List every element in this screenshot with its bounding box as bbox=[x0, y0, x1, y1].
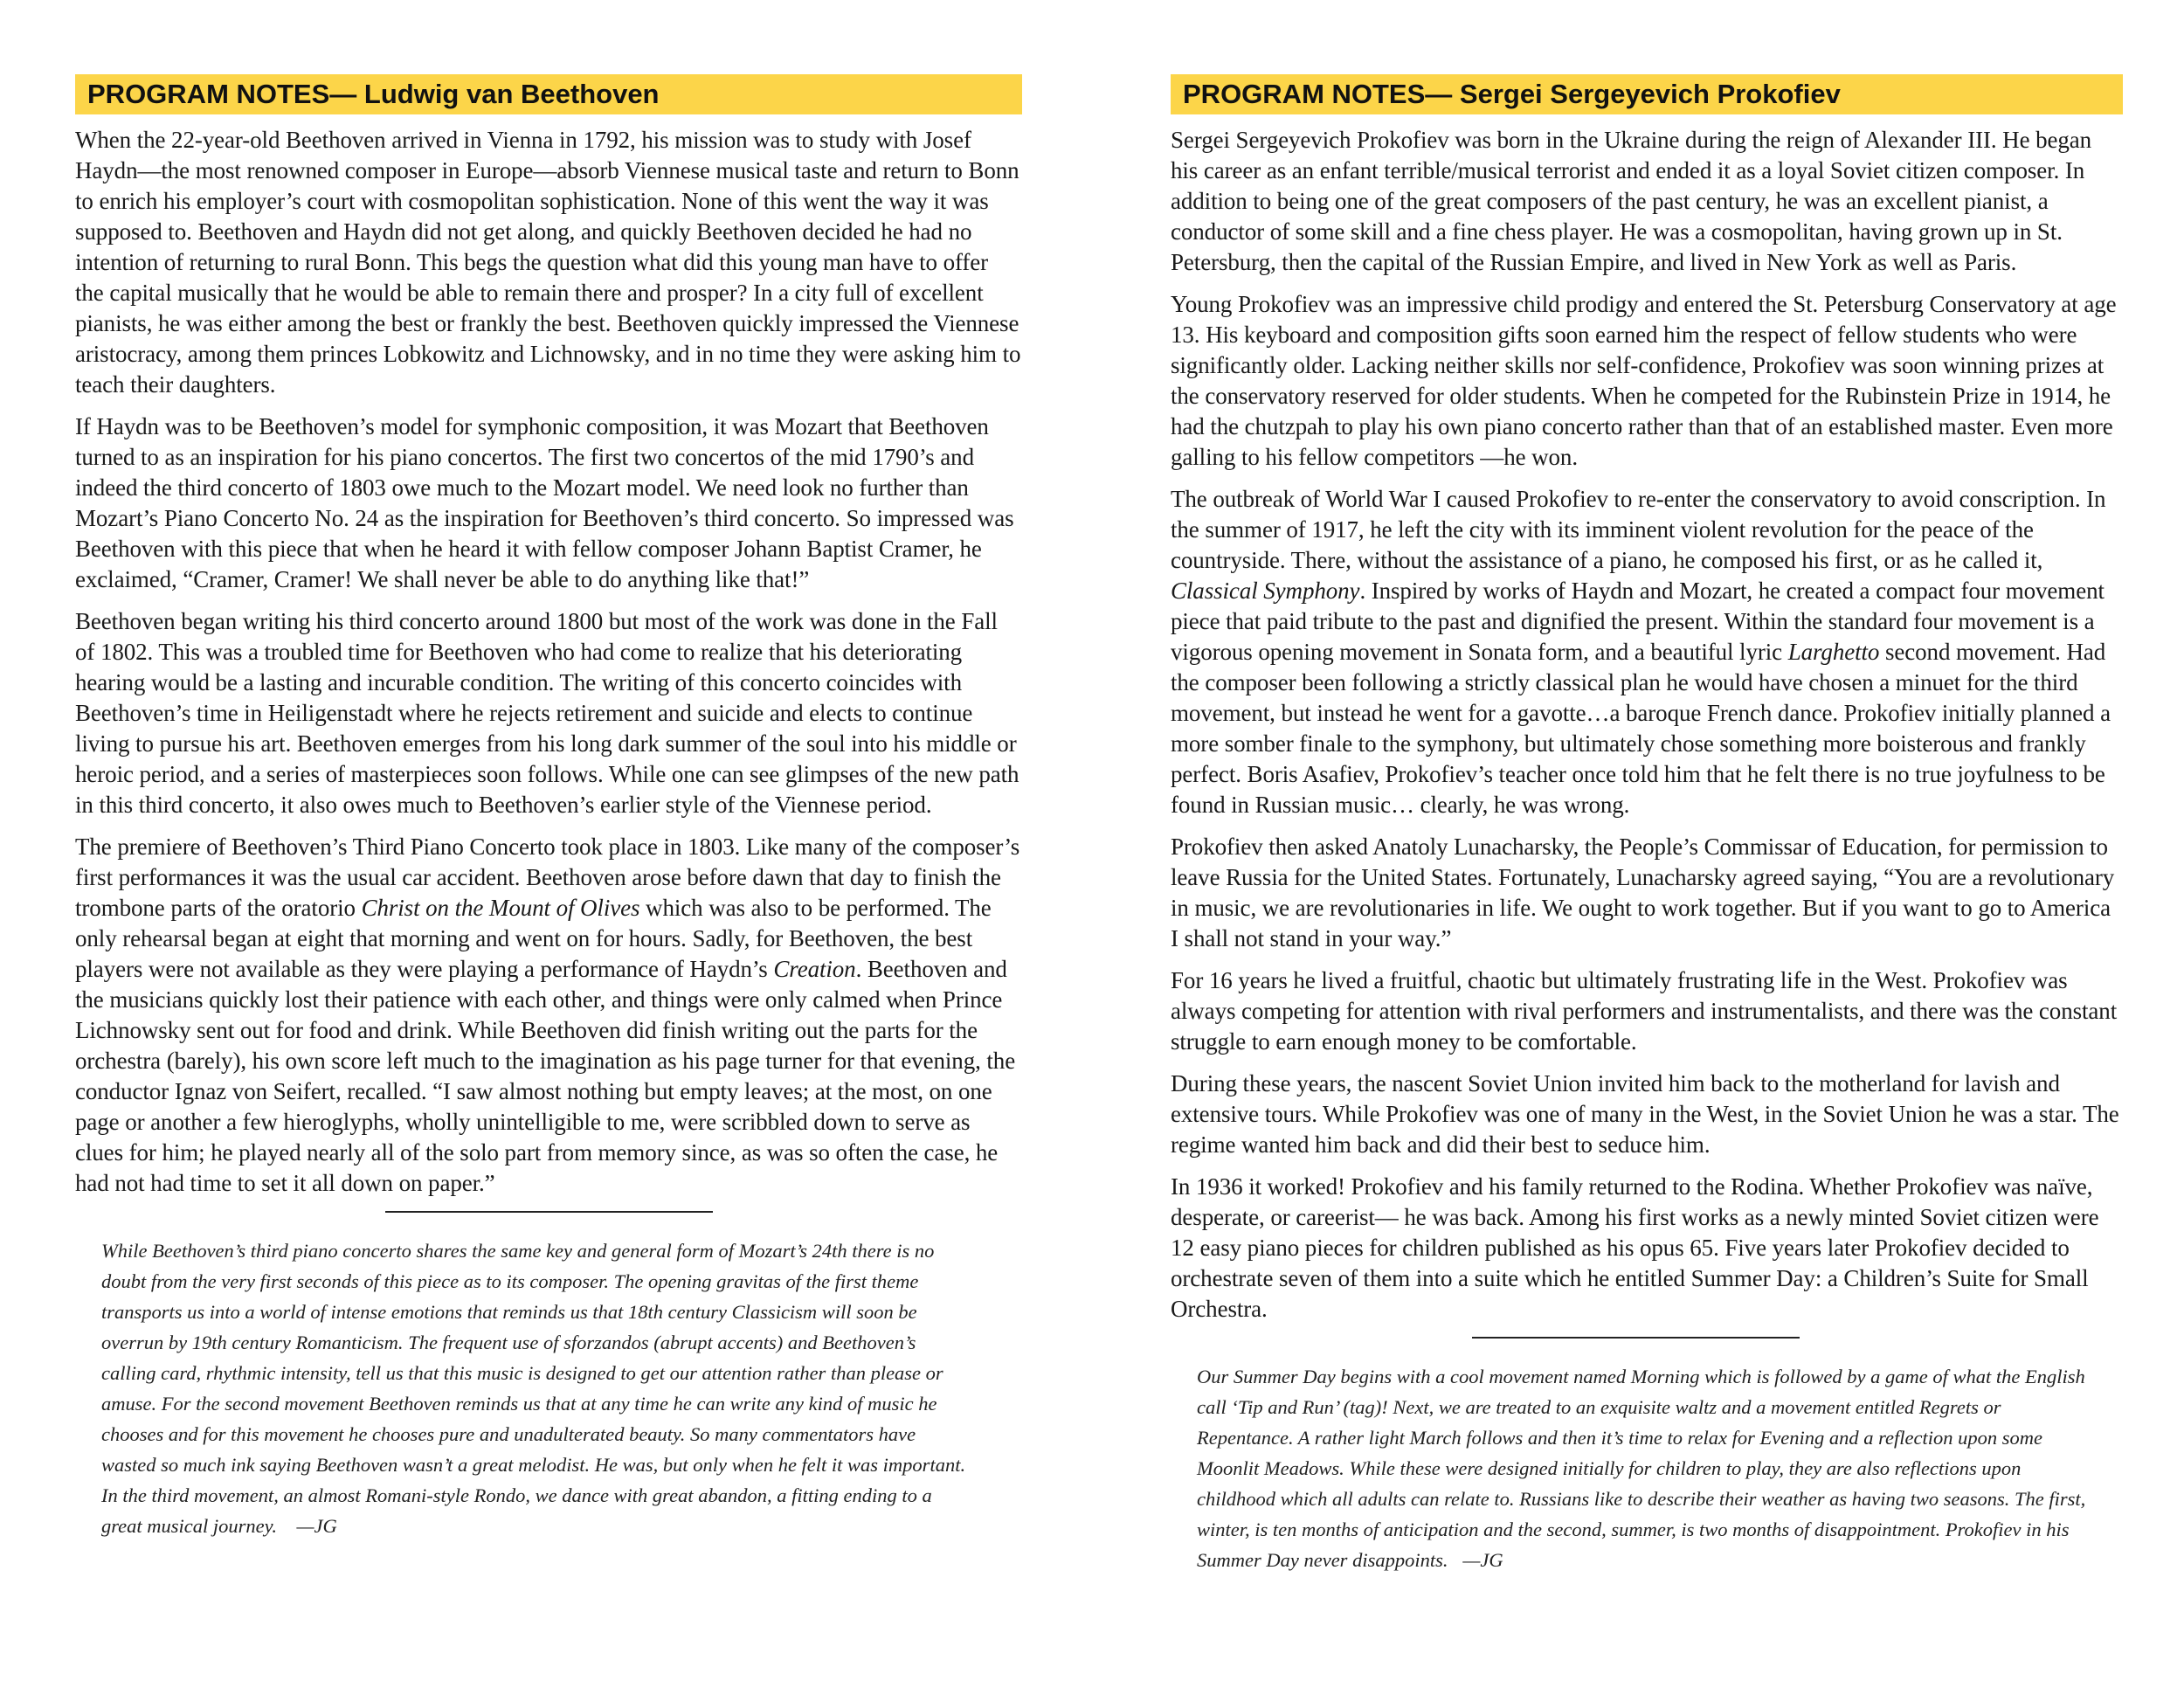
beethoven-column bbox=[75, 74, 1022, 1541]
beethoven-paragraph-3: Beethoven began writing his third concerto around 1800 but most of the work was done in the Fall of 1802. This was a troubled time for Beethoven who had come to realize that his deteriorating hearing would be a lasting and incurable condition. The writing of this concerto coincides with Beethoven’s time in Heiligenstadt where he rejects retirement and suicide and elects to continue living to pursue his art. Beethoven emerges from his long dark summer of the soul into his middle or heroic period, and a series of masterpieces soon follows. While one can see glimpses of the new path in this third concerto, it also owes much to Beethoven’s earlier style of the Viennese period. bbox=[75, 608, 1019, 818]
text-run: . Inspired by works of Haydn and Mozart, he created a compact four movement piece that paid tribute to the past and dignified the present. Within the standard four movement is a vigorous opening movement in Sonata form, and a beautiful lyric bbox=[1171, 578, 2105, 665]
larghetto-term: Larghetto bbox=[1787, 639, 1880, 665]
prokofiev-commentary: Our Summer Day begins with a cool movement named Morning which is followed by a game of what the English call ‘Tip and Run’ (tag)! Next, we are treated to an exquisite waltz and a movement entitled Regrets or Repentance. A rather light March follows and then it’s time to relax for Evening and a reflection upon some Moonlit Meadows. While these were designed initially for children to play, they are also reflections upon childhood which all adults can relate to. Russians like to describe their weather as having two seasons. The first, winter, is ten months of anticipation and the second, summer, is two months of disappointment. Prokofiev in his Summer Day never disappoints. —JG bbox=[1197, 1366, 2086, 1571]
divider-rule bbox=[385, 1211, 713, 1213]
divider-rule bbox=[1472, 1337, 1800, 1339]
beethoven-paragraph-2: If Haydn was to be Beethoven’s model for symphonic composition, it was Mozart that Beethoven turned to as an inspiration for his piano concertos. The first two concertos of the mid 1790’s and indeed the third concerto of 1803 owe much to the Mozart model. We need look no further than Mozart’s Piano Concerto No. 24 as the inspiration for Beethoven’s third concerto. So impressed was Beethoven with this piece that when he heard it with fellow composer Johann Baptist Cramer, he exclaimed, “Cramer, Cramer! We shall never be able to do anything like that!” bbox=[75, 413, 1014, 592]
beethoven-paragraph-1: When the 22-year-old Beethoven arrived in Vienna in 1792, his mission was to study with Josef Haydn—the most renowned composer in Europe—absorb Viennese musical taste and return to Bonn to enrich his employer’s court with cosmopolitan sophistication. None of this went the way it was supposed to. Beethoven and Haydn did not get along, and quickly Beethoven decided he had no intention of returning to rural Bonn. This begs the question what did this young man have to offer the capital musically that he would be able to remain there and prosper? In a city full of excellent pianists, he was either among the best or frankly the best. Beethoven quickly impressed the Viennese aristocracy, among them princes Lobkowitz and Lichnowsky, and in no time they were asking him to teach their daughters. bbox=[75, 127, 1021, 398]
prokofiev-header: PROGRAM NOTES— Sergei Sergeyevich Prokofiev bbox=[1171, 74, 2123, 114]
prokofiev-paragraph-6: During these years, the nascent Soviet Union invited him back to the motherland for lavish and extensive tours. While Prokofiev was one of many in the West, in the Soviet Union he was a star. The regime wanted him back and did their best to seduce him. bbox=[1171, 1070, 2119, 1158]
text-run: second movement. Had the composer been following a strictly classical plan he would have chosen a minuet for the third movement, but instead he went for a gavotte…a baroque French dance. Prokofiev initially planned a more somber finale to the symphony, but ultimately chose something more boisterous and frankly perfect. Boris Asafiev, Prokofiev’s teacher once told him that he felt there is no true joyfulness to be found in Russian music… clearly, he was wrong. bbox=[1171, 639, 2111, 818]
text-run: which was also to be performed. The only rehearsal began at eight that morning and went on for hours. Sadly, for Beethoven, the best players were not available as they were playing a performance of Haydn’s bbox=[75, 895, 992, 982]
prokofiev-paragraph-2: Young Prokofiev was an impressive child prodigy and entered the St. Petersburg Conservatory at age 13. His keyboard and composition gifts soon earned him the respect of fellow students who were significantly older. Lacking neither skills nor self-confidence, Prokofiev was soon winning prizes at the conservatory reserved for older students. When he competed for the Rubinstein Prize in 1914, he had the chutzpah to play his own piano concerto rather than that of an established master. Even more galling to his fellow competitors —he won. bbox=[1171, 291, 2117, 470]
beethoven-header: PROGRAM NOTES— Ludwig van Beethoven bbox=[75, 74, 1022, 114]
prokofiev-paragraph-1: Sergei Sergeyevich Prokofiev was born in the Ukraine during the reign of Alexander III. He began his career as an enfant terrible/musical terrorist and ended it as a loyal Soviet citizen composer. In addition to being one of the great composers of the past century, he was an excellent pianist, a conductor of some skill and a fine chess player. He was a cosmopolitan, having grown up in St. Petersburg, then the capital of the Russian Empire, and lived in New York as well as Paris. bbox=[1171, 127, 2092, 275]
prokofiev-paragraph-4: Prokofiev then asked Anatoly Lunacharsky, the People’s Commissar of Education, for permission to leave Russia for the United States. Fortunately, Lunacharsky agreed saying, “You are a revolutionary in music, we are revolutionaries in life. We ought to work together. But if you want to go to America I shall not stand in your way.” bbox=[1171, 834, 2115, 951]
text-run: . Beethoven and the musicians quickly lost their patience with each other, and things were only calmed when Prince Lichnowsky sent out for food and drink. While Beethoven did finish writing out the parts for the orchestra (barely), his own score left much to the imagination as his page turner for that evening, the conductor Ignaz von Seifert, recalled. “I saw almost nothing but empty leaves; at the most, on one page or another a few hieroglyphs, wholly unintelligible to me, were scribbled down to serve as clues for him; he played nearly all of the solo part from memory since, as was so often the case, he had not had time to set it all down on paper.” bbox=[75, 956, 1016, 1196]
oratorio-title: Christ on the Mount of Olives bbox=[361, 895, 640, 921]
symphony-title: Classical Symphony bbox=[1171, 578, 1360, 604]
beethoven-commentary: While Beethoven’s third piano concerto shares the same key and general form of Mozart’s 24th there is no doubt from the very first seconds of this piece as to its composer. The opening gravitas of the first theme transports us into a world of intense emotions that reminds us that 18th century Classicism will soon be overrun by 19th century Romanticism. The frequent use of sforzandos (abrupt accents) and Beethoven’s calling card, rhythmic intensity, tell us that this music is designed to get our attention rather than please or amuse. For the second movement Beethoven reminds us that at any time he can write any kind of music he chooses and for this movement he chooses pure and unadulterated beauty. So many commentators have wasted so much ink saying Beethoven wasn’t a great melodist. He was, but only when he felt it was important. In the third movement, an almost Romani-style Rondo, we dance with great abandon, a fitting ending to a great musical journey. —JG bbox=[101, 1240, 966, 1537]
prokofiev-column bbox=[1171, 74, 2123, 1575]
text-run: The premiere of Beethoven’s Third Piano Concerto took place in 1803. Like many of the composer’s first performances it was the usual car accident. Beethoven arose before dawn that day to finish the trombone parts of the oratorio bbox=[75, 834, 1020, 921]
text-run: The outbreak of World War I caused Prokofiev to re-enter the conservatory to avoid conscription. In the summer of 1917, he left the city with its imminent violent revolution for the peace of the countryside. There, without the assistance of a piano, he composed his first, or as he called it, bbox=[1171, 486, 2106, 573]
prokofiev-paragraph-7: In 1936 it worked! Prokofiev and his family returned to the Rodina. Whether Prokofiev was naïve, desperate, or careerist— he was back. Among his first works as a newly minted Soviet citizen were 12 easy piano pieces for children published as his opus 65. Five years later Prokofiev decided to orchestrate seven of them into a suite which he entitled Summer Day: a Children’s Suite for Small Orchestra. bbox=[1171, 1173, 2099, 1322]
creation-title: Creation bbox=[773, 956, 856, 982]
prokofiev-paragraph-5: For 16 years he lived a fruitful, chaotic but ultimately frustrating life in the West. Prokofiev was always competing for attention with rival performers and instrumentalists, and there was the constant struggle to earn enough money to be comfortable. bbox=[1171, 967, 2118, 1055]
beethoven-paragraph-4 bbox=[75, 832, 1022, 1199]
prokofiev-paragraph-3 bbox=[1171, 484, 2123, 820]
